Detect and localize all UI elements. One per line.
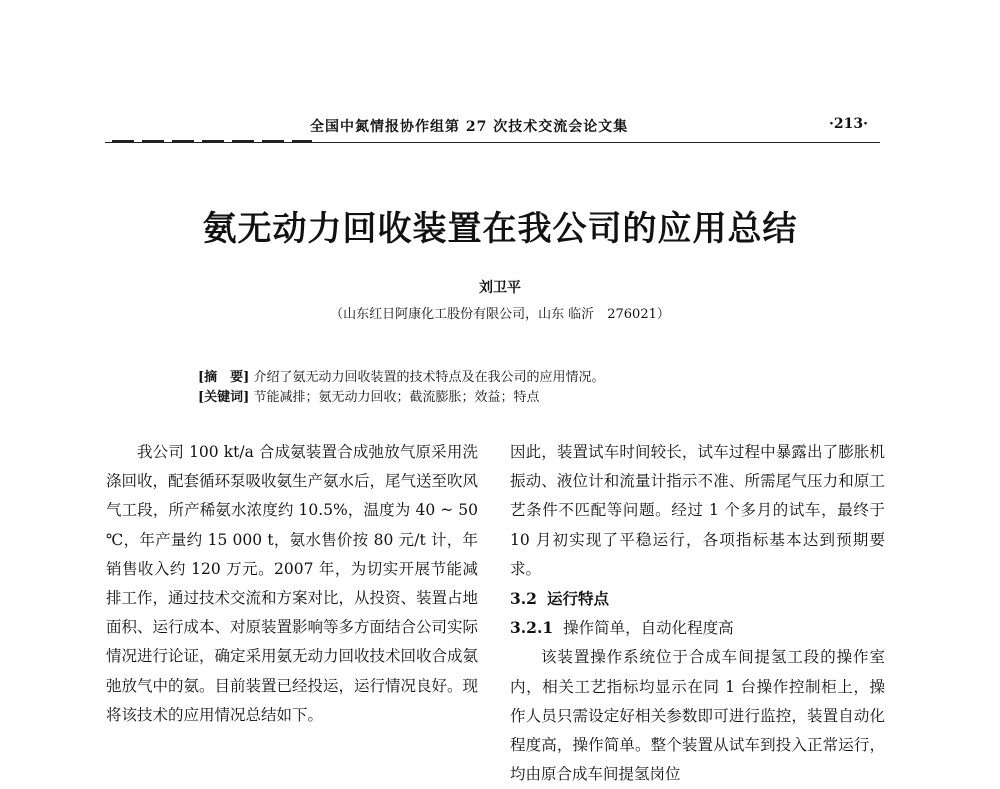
abstract-label: [摘 要] bbox=[198, 370, 250, 385]
operation-paragraph: 该装置操作系统位于合成车间提氢工段的操作室内，相关工艺指标均显示在同 1 台操作控制柜上，操作人员只需设定好相关参数即可进行监控，装置自动化程度高，操作简单。整个装置从试车到投入正常运行，均由原合成车间提氢岗位 bbox=[510, 648, 885, 784]
keywords-line bbox=[198, 388, 604, 408]
trial-run-paragraph: 因此，装置试车时间较长，试车过程中暴露出了膨胀机振动、液位计和流量计指示不准、所需尾气压力和原工艺条件不匹配等问题。经过 1 个多月的试车，最终于 10 月初实现了平稳运行，各项指标基本达到预期要求。 bbox=[510, 443, 885, 578]
section-title: 运行特点 bbox=[546, 589, 609, 609]
intro-paragraph: 我公司 100 kt/a 合成氨装置合成弛放气原采用洗涤回收，配套循环泵吸收氨生产氨水后，尾气送至吹风气工段，所产稀氨水浓度约 10.5%，温度为 40 ~ 50 ℃，年产量约 15 000 t，氨水售价按 80 元/t 计，年销售收入约 120 万元。2007 年，为切实开展节能减排工作，通过技术交流和方案对比，从投资、装置占地面积、运行成本、对原装置影响等多方面结合公司实际情况进行论证，确定采用氨无动力回收技术回收合成氨弛放气中的氨。目前装置已经投运，运行情况良好。现将该技术的应用情况总结如下。 bbox=[106, 443, 479, 724]
page-number: ·213· bbox=[829, 116, 868, 132]
author-name: 刘卫平 bbox=[479, 280, 521, 296]
abstract-text: 介绍了氨无动力回收装置的技术特点及在我公司的应用情况。 bbox=[253, 370, 605, 385]
subsection-number: 3.2.1 bbox=[510, 618, 554, 638]
article-title: 氨无动力回收装置在我公司的应用总结 bbox=[202, 209, 798, 249]
keywords-label: [关键词] bbox=[198, 390, 250, 405]
section-number: 3.2 bbox=[510, 589, 537, 609]
running-header bbox=[105, 116, 880, 138]
abstract-block bbox=[198, 368, 604, 408]
abstract-line bbox=[198, 368, 604, 388]
journal-title: 全国中氮情报协作组第 27 次技术交流会论文集 bbox=[310, 119, 629, 135]
author-affiliation: （山东红日阿康化工股份有限公司，山东 临沂 276021） bbox=[330, 307, 670, 322]
header-rule-accent bbox=[112, 140, 312, 143]
right-column bbox=[510, 438, 885, 789]
subsection-heading bbox=[510, 613, 885, 643]
section-heading bbox=[510, 584, 885, 613]
subsection-title: 操作简单，自动化程度高 bbox=[563, 619, 734, 638]
left-column bbox=[106, 438, 478, 730]
keywords-text: 节能减排；氨无动力回收；截流膨胀；效益；特点 bbox=[253, 390, 540, 405]
